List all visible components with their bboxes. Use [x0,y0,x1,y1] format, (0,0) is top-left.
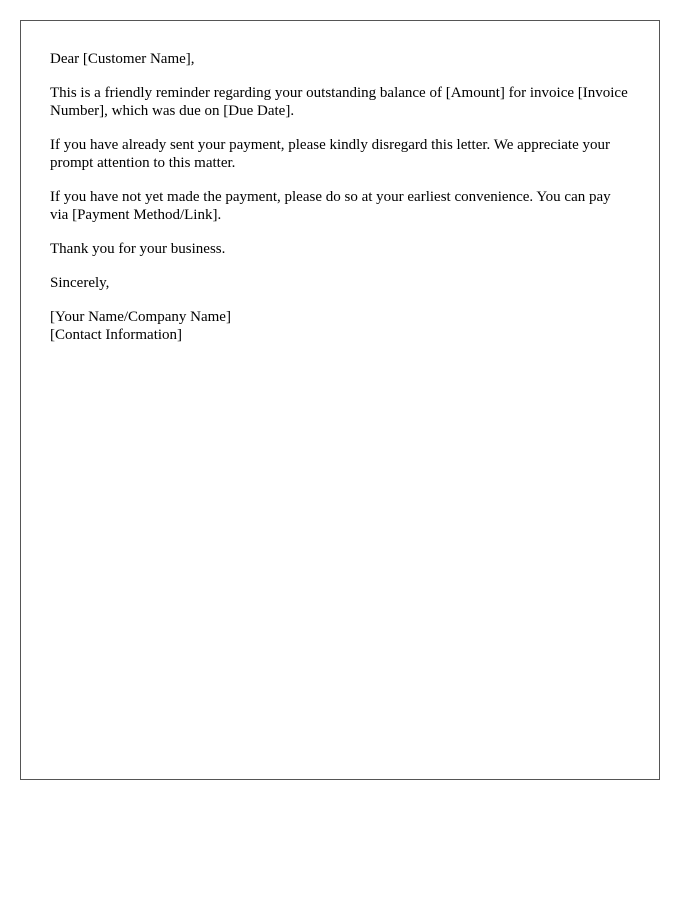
letter-page [20,20,660,780]
signature-block [50,308,630,344]
signature-name: [Your Name/Company Name] [50,309,231,325]
paragraph-disregard: If you have already sent your payment, please kindly disregard this letter. We appreciate your prompt attention to this matter. [50,137,610,171]
letter-body [50,50,630,344]
paragraph-payment-request: If you have not yet made the payment, please do so at your earliest convenience. You can pay via [Payment Method/Link]. [50,189,611,223]
salutation: Dear [Customer Name], [50,51,195,67]
paragraph-reminder: This is a friendly reminder regarding your outstanding balance of [Amount] for invoice [Invoice Number], which was due on [Due Date]. [50,85,628,119]
paragraph-thanks: Thank you for your business. [50,241,226,257]
signature-contact: [Contact Information] [50,327,183,343]
closing: Sincerely, [50,275,110,291]
